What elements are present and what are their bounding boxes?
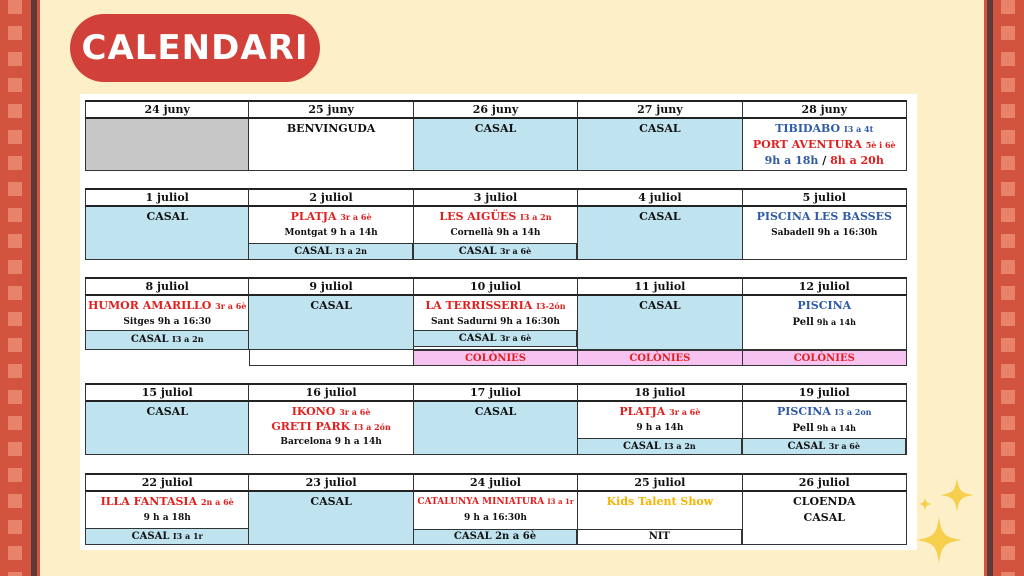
colonies-badge: COLÒNIES [743,350,907,366]
day-cell: LA TERRISSERIA I3-2ón Sant Sadurni 9h a 16:30h CASAL 3r a 6è [414,296,578,350]
day-cell: CASAL [414,119,578,171]
day-header: 28 juny [743,100,907,119]
day-header: 1 juliol [85,188,249,207]
sparkle-icon [916,517,962,563]
day-header: 26 juliol [743,473,907,492]
page-title: CALENDARI [70,14,320,82]
day-cell: PISCINA I3 a 2on Pell 9h a 14h CASAL 3r a 6è [743,402,907,455]
day-cell: BENVINGUDA [249,119,413,171]
film-strip-left [0,0,40,576]
sparkle-icon [918,497,932,511]
day-header: 12 juliol [743,277,907,296]
day-cell: CASAL [578,207,742,260]
day-header: 5 juliol [743,188,907,207]
day-cell: PISCINA Pell 9h a 14h [743,296,907,350]
day-header: 9 juliol [249,277,413,296]
day-header: 4 juliol [578,188,742,207]
day-cell-empty [85,119,249,171]
day-header: 15 juliol [85,383,249,402]
colonies-badge: COLÒNIES [414,350,578,366]
day-cell: PLATJA 3r a 6è 9 h a 14h CASAL I3 a 2n [578,402,742,455]
day-header: 11 juliol [578,277,742,296]
day-cell: IKONO 3r a 6è GRETI PARK I3 a 2ón Barcelona 9 h a 14h [249,402,413,455]
day-header: 27 juny [578,100,742,119]
day-header: 22 juliol [85,473,249,492]
colonies-badge: COLÒNIES [578,350,742,366]
day-cell: CASAL [414,402,578,455]
day-cell: ILLA FANTASIA 2n a 6è 9 h a 18h CASAL I3 a 1r [85,492,249,545]
day-header: 18 juliol [578,383,742,402]
day-header: 26 juny [414,100,578,119]
day-header: 3 juliol [414,188,578,207]
day-header: 2 juliol [249,188,413,207]
day-cell: CASAL [85,207,249,260]
day-header: 24 juny [85,100,249,119]
day-cell: CASAL [249,492,413,545]
sparkle-icon [940,478,974,512]
day-header: 24 juliol [414,473,578,492]
day-header: 17 juliol [414,383,578,402]
day-cell: PISCINA LES BASSES Sabadell 9h a 16:30h [743,207,907,260]
day-cell: PLATJA 3r a 6è Montgat 9 h a 14h CASAL I3 a 2n [249,207,413,260]
day-header: 25 juliol [578,473,742,492]
day-cell: CASAL [85,402,249,455]
spacer [249,350,413,366]
day-cell: TIBIDABO I3 a 4t PORT AVENTURA 5è i 6è 9h a 18h / 8h a 20h [743,119,907,171]
day-header: 19 juliol [743,383,907,402]
day-cell: CASAL [578,296,742,350]
day-cell: CLOENDA CASAL [743,492,907,545]
day-header: 16 juliol [249,383,413,402]
calendar-table [80,94,917,550]
day-header: 25 juny [249,100,413,119]
day-cell: LES AIGÜES I3 a 2n Cornellà 9h a 14h CASAL 3r a 6è [414,207,578,260]
day-cell: Kids Talent Show NIT [578,492,742,545]
day-header: 8 juliol [85,277,249,296]
day-header: 10 juliol [414,277,578,296]
day-cell: CATALUNYA MINIATURA I3 a 1r 9 h a 16:30h CASAL 2n a 6è [414,492,578,545]
film-strip-right [984,0,1024,576]
day-cell: HUMOR AMARILLO 3r a 6è Sitges 9h a 16:30 CASAL I3 a 2n [85,296,249,350]
day-header: 23 juliol [249,473,413,492]
day-cell: CASAL [249,296,413,350]
spacer [85,350,249,366]
day-cell: CASAL [578,119,742,171]
